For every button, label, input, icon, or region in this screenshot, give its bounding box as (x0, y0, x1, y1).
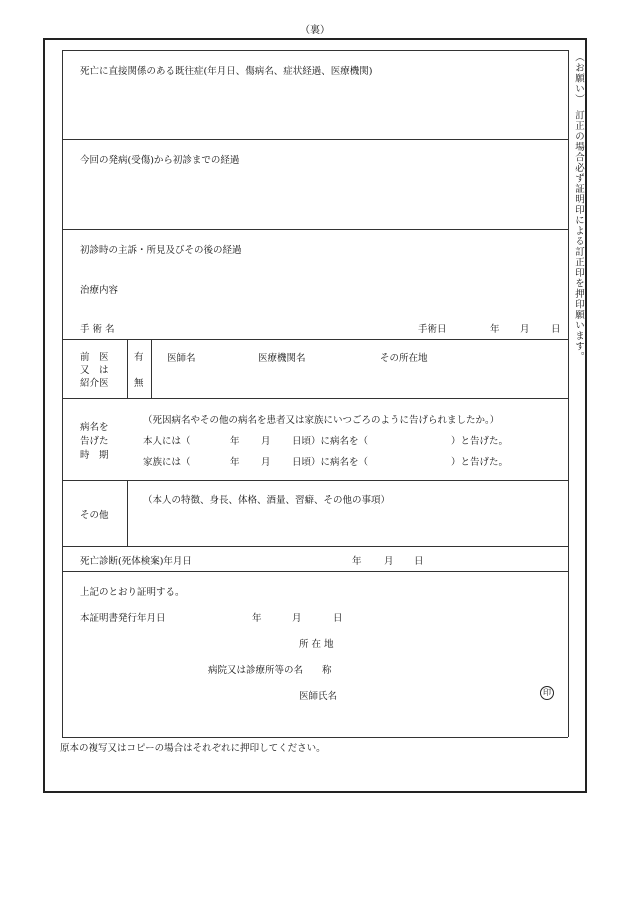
first-visit-label: 初診時の主訴・所見及びその後の経過 (80, 245, 242, 256)
doctor-name-label: 医師氏名 (299, 691, 338, 702)
referral-label-line-3: 紹介医 (80, 378, 109, 389)
row-divider (62, 546, 568, 547)
referral-label-line-2: 又 は (80, 365, 109, 376)
referral-address-label: その所在地 (380, 353, 428, 364)
surgery-name-label: 手 術 名 (80, 324, 115, 335)
referral-divider (151, 339, 152, 398)
seal-mark: 印 (540, 686, 554, 700)
disclosure-family-day: 日頃）に病名を（ (292, 457, 369, 468)
row-divider (62, 139, 568, 140)
row-divider (62, 398, 568, 399)
disclosure-family-end: ）と告げた。 (451, 457, 509, 468)
disclosure-label-line-2: 告げた (80, 436, 109, 447)
side-note: （お願い） 訂正の場合必ず証明印による訂正印を押印願います。 (573, 52, 584, 363)
table-left-line (62, 50, 63, 737)
certification-statement: 上記のとおり証明する。 (80, 587, 185, 598)
disclosure-label-line-1: 病名を (80, 422, 109, 433)
disclosure-self-end: ）と告げた。 (451, 436, 509, 447)
row-divider (62, 571, 568, 572)
address-label: 所 在 地 (299, 639, 334, 650)
disclosure-family-year: 年 (230, 457, 240, 468)
treatment-label: 治療内容 (80, 285, 119, 296)
referral-no: 無 (134, 378, 144, 389)
disclosure-family-label: 家族には（ (143, 457, 191, 468)
disclosure-family-month: 月 (261, 457, 271, 468)
onset-course-label: 今回の発病(受傷)から初診までの経過 (80, 155, 240, 166)
row-divider (62, 480, 568, 481)
hospital-name-label: 病院又は診療所等の名 称 (208, 665, 332, 676)
issue-year: 年 (252, 613, 262, 624)
table-bottom-line (62, 737, 568, 738)
referral-yes: 有 (134, 352, 144, 363)
surgery-date-label: 手術日 (418, 324, 447, 335)
row-divider (62, 339, 568, 340)
disclosure-label-line-3: 時 期 (80, 450, 109, 461)
death-diagnosis-day: 日 (414, 556, 424, 567)
other-label: その他 (80, 510, 109, 521)
surgery-month: 月 (520, 324, 530, 335)
disclosure-self-month: 月 (261, 436, 271, 447)
death-diagnosis-year: 年 (352, 556, 362, 567)
surgery-day: 日 (551, 324, 561, 335)
referral-divider (127, 339, 128, 398)
referral-institution-label: 医療機関名 (258, 353, 306, 364)
issue-day: 日 (333, 613, 343, 624)
footer-note: 原本の複写又はコピーの場合はそれぞれに押印してください。 (60, 743, 326, 754)
referral-label-line-1: 前 医 (80, 352, 109, 363)
referral-doctor-name-label: 医師名 (167, 353, 196, 364)
disclosure-self-year: 年 (230, 436, 240, 447)
death-diagnosis-month: 月 (384, 556, 394, 567)
table-right-line (568, 50, 569, 737)
page-header: （裏） (300, 25, 330, 36)
table-top-line (62, 50, 568, 51)
issue-month: 月 (292, 613, 302, 624)
surgery-year: 年 (490, 324, 500, 335)
disclosure-question: （死因病名やその他の病名を患者又は家族にいつごろのように告げられましたか。） (143, 415, 500, 426)
death-diagnosis-label: 死亡診断(死体検案)年月日 (80, 556, 192, 567)
past-illness-label: 死亡に直接関係のある既往症(年月日、傷病名、症状経過、医療機関) (80, 66, 373, 77)
other-note: （本人の特徴、身長、体格、酒量、習癖、その他の事項） (143, 495, 391, 506)
row-divider (62, 229, 568, 230)
disclosure-self-day: 日頃）に病名を（ (292, 436, 369, 447)
disclosure-self-label: 本人には（ (143, 436, 191, 447)
issue-date-label: 本証明書発行年月日 (80, 613, 166, 624)
other-divider (127, 480, 128, 546)
